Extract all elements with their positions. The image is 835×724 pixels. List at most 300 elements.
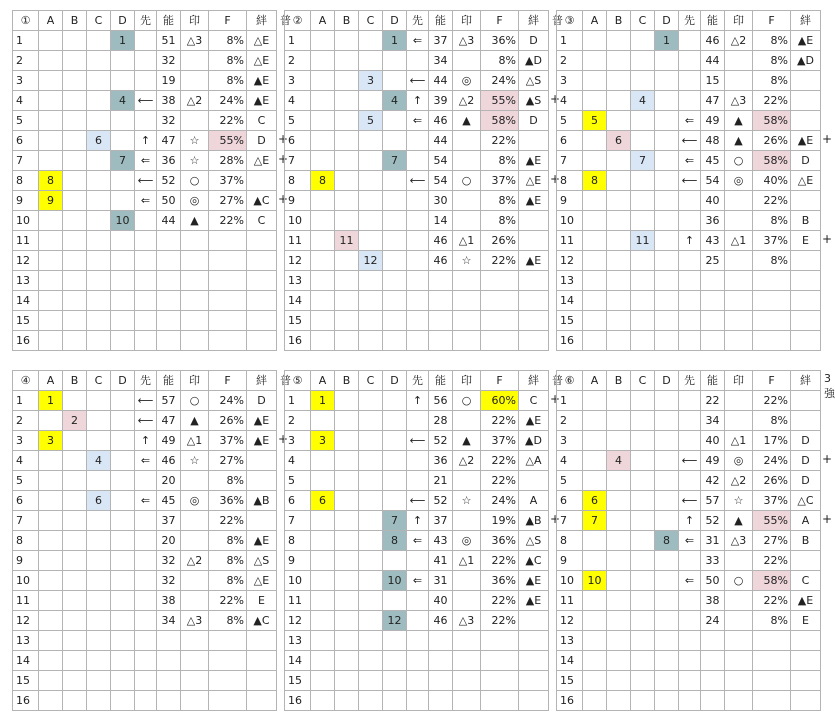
cell-b	[63, 151, 87, 171]
column-header: 印	[181, 11, 209, 31]
table-number-label: ⑤	[285, 371, 311, 391]
column-header: C	[359, 371, 383, 391]
f-percent-cell: 37%	[209, 431, 247, 451]
cell-d	[383, 471, 407, 491]
cell-c	[631, 411, 655, 431]
cell-b	[607, 271, 631, 291]
row-number: 8	[13, 171, 39, 191]
row-number: 6	[285, 131, 311, 151]
row-number: 1	[13, 31, 39, 51]
cell-d	[655, 171, 679, 191]
cell-d: 1	[655, 31, 679, 51]
cell-b	[63, 191, 87, 211]
f-percent-cell: 24%	[209, 91, 247, 111]
column-header: 絆	[519, 11, 549, 31]
table-row	[557, 631, 821, 651]
mark-cell: ▲	[725, 131, 753, 151]
cell-a: 3	[311, 431, 335, 451]
mark-cell	[725, 591, 753, 611]
table-row	[13, 471, 277, 491]
ability-cell	[157, 291, 181, 311]
f-percent-cell	[753, 651, 791, 671]
cell-b	[607, 291, 631, 311]
f-percent-cell: 22%	[753, 91, 791, 111]
table-row	[557, 691, 821, 711]
cell-c	[631, 31, 655, 51]
column-header: 絆	[791, 11, 821, 31]
cell-d	[655, 331, 679, 351]
ability-cell	[429, 631, 453, 651]
mark-cell: △1	[181, 431, 209, 451]
cell-b	[335, 591, 359, 611]
arrow-cell: ⟵	[135, 91, 157, 111]
cell-a	[39, 451, 63, 471]
cell-c	[359, 651, 383, 671]
row-number: 7	[285, 511, 311, 531]
bond-cell: △E	[247, 571, 277, 591]
cell-d	[111, 691, 135, 711]
f-percent-cell	[481, 691, 519, 711]
cell-c	[359, 431, 383, 451]
bond-cell: ▲E	[791, 31, 821, 51]
cell-a	[311, 231, 335, 251]
mark-cell: ▲	[181, 211, 209, 231]
cell-a	[311, 691, 335, 711]
column-header: A	[39, 371, 63, 391]
column-header: 能	[701, 371, 725, 391]
cell-c	[87, 91, 111, 111]
cell-d	[655, 251, 679, 271]
row-number: 14	[285, 291, 311, 311]
cell-b	[607, 531, 631, 551]
side-label: 普	[280, 14, 291, 27]
cell-a: 10	[583, 571, 607, 591]
mark-cell: △2	[181, 91, 209, 111]
f-percent-cell: 8%	[753, 411, 791, 431]
f-percent-cell	[481, 291, 519, 311]
row-number: 15	[285, 671, 311, 691]
f-percent-cell: 40%	[753, 171, 791, 191]
f-percent-cell	[481, 631, 519, 651]
bond-cell	[519, 331, 549, 351]
row-number: 1	[285, 31, 311, 51]
cell-a	[39, 291, 63, 311]
mark-cell	[725, 331, 753, 351]
table-row	[13, 391, 277, 411]
mark-cell	[725, 291, 753, 311]
cell-d	[111, 251, 135, 271]
table-row	[285, 391, 549, 411]
arrow-cell: ⟵	[135, 411, 157, 431]
column-header: F	[753, 371, 791, 391]
bond-cell: C	[247, 211, 277, 231]
cell-b	[63, 591, 87, 611]
mark-cell	[453, 51, 481, 71]
mark-cell: ○	[453, 391, 481, 411]
column-header: D	[655, 371, 679, 391]
cell-a	[311, 271, 335, 291]
mark-cell	[181, 651, 209, 671]
mark-cell: ◎	[725, 171, 753, 191]
cell-b	[335, 311, 359, 331]
table-row	[285, 571, 549, 591]
f-percent-cell: 22%	[209, 211, 247, 231]
ability-cell	[157, 691, 181, 711]
cell-b	[335, 151, 359, 171]
cell-b	[335, 631, 359, 651]
f-percent-cell: 58%	[481, 111, 519, 131]
cell-c: 4	[631, 91, 655, 111]
cell-b	[63, 231, 87, 251]
table-row	[557, 471, 821, 491]
cell-c	[87, 691, 111, 711]
table-row	[557, 91, 821, 111]
arrow-cell	[679, 271, 701, 291]
ability-cell: 46	[429, 111, 453, 131]
race-table-4	[12, 370, 277, 711]
bond-cell	[519, 611, 549, 631]
plus-mark: +	[278, 152, 289, 166]
cell-a	[39, 91, 63, 111]
column-header: 先	[407, 11, 429, 31]
arrow-cell	[407, 651, 429, 671]
column-header: C	[87, 11, 111, 31]
mark-cell	[181, 691, 209, 711]
row-number: 12	[285, 611, 311, 631]
cell-d	[655, 651, 679, 671]
cell-a	[583, 611, 607, 631]
ability-cell: 44	[429, 71, 453, 91]
f-percent-cell: 36%	[209, 491, 247, 511]
column-header: B	[63, 371, 87, 391]
bond-cell	[247, 651, 277, 671]
cell-a	[39, 651, 63, 671]
cell-a: 5	[583, 111, 607, 131]
cell-a	[583, 311, 607, 331]
cell-b	[607, 111, 631, 131]
arrow-cell: ⇐	[407, 31, 429, 51]
table-row	[285, 51, 549, 71]
cell-b	[63, 471, 87, 491]
table-row	[285, 671, 549, 691]
cell-a	[311, 571, 335, 591]
bond-cell: △S	[519, 71, 549, 91]
arrow-cell	[407, 231, 429, 251]
row-number: 14	[13, 651, 39, 671]
arrow-cell	[135, 331, 157, 351]
cell-a	[39, 131, 63, 151]
mark-cell	[725, 391, 753, 411]
arrow-cell	[407, 211, 429, 231]
table-row	[13, 271, 277, 291]
table-row	[13, 551, 277, 571]
cell-a	[583, 331, 607, 351]
f-percent-cell: 22%	[481, 251, 519, 271]
cell-d	[655, 271, 679, 291]
cell-c	[631, 491, 655, 511]
row-number: 14	[13, 291, 39, 311]
cell-a	[583, 151, 607, 171]
cell-d	[655, 431, 679, 451]
cell-d	[111, 191, 135, 211]
f-percent-cell	[209, 631, 247, 651]
cell-d	[111, 271, 135, 291]
mark-cell	[181, 51, 209, 71]
f-percent-cell: 8%	[753, 251, 791, 271]
cell-b	[335, 171, 359, 191]
arrow-cell	[135, 111, 157, 131]
arrow-cell	[407, 271, 429, 291]
bond-cell: ▲E	[791, 131, 821, 151]
arrow-cell	[679, 191, 701, 211]
cell-a	[583, 631, 607, 651]
table-row	[557, 491, 821, 511]
bond-cell: ▲E	[519, 151, 549, 171]
cell-d	[111, 431, 135, 451]
arrow-cell	[679, 471, 701, 491]
cell-c	[87, 231, 111, 251]
ability-cell	[429, 331, 453, 351]
cell-d	[383, 651, 407, 671]
cell-a	[583, 431, 607, 451]
mark-cell	[725, 631, 753, 651]
cell-a	[583, 471, 607, 491]
cell-c	[359, 271, 383, 291]
mark-cell	[181, 511, 209, 531]
cell-b	[607, 311, 631, 331]
race-table-2	[284, 10, 549, 351]
ability-cell: 52	[157, 171, 181, 191]
table-row	[13, 691, 277, 711]
f-percent-cell: 26%	[209, 411, 247, 431]
cell-a	[39, 331, 63, 351]
row-number: 7	[285, 151, 311, 171]
arrow-cell	[679, 331, 701, 351]
cell-d	[655, 291, 679, 311]
f-percent-cell: 22%	[481, 611, 519, 631]
row-number: 4	[557, 91, 583, 111]
column-header: B	[607, 11, 631, 31]
mark-cell: △3	[181, 31, 209, 51]
cell-a	[311, 511, 335, 531]
column-header: A	[311, 11, 335, 31]
cell-a	[39, 31, 63, 51]
bond-cell: A	[519, 491, 549, 511]
f-percent-cell: 8%	[753, 51, 791, 71]
cell-b	[335, 51, 359, 71]
f-percent-cell: 24%	[753, 451, 791, 471]
plus-mark: +	[822, 512, 833, 526]
mark-cell: △3	[725, 531, 753, 551]
cell-b	[335, 611, 359, 631]
table-row	[13, 131, 277, 151]
cell-d	[655, 571, 679, 591]
mark-cell	[181, 71, 209, 91]
cell-b	[607, 551, 631, 571]
cell-c	[631, 291, 655, 311]
bond-cell	[247, 671, 277, 691]
table-row	[285, 491, 549, 511]
bond-cell	[791, 411, 821, 431]
row-number: 6	[557, 491, 583, 511]
table-row	[557, 211, 821, 231]
bond-cell	[519, 271, 549, 291]
mark-cell: △3	[453, 611, 481, 631]
ability-cell	[157, 651, 181, 671]
f-percent-cell	[481, 311, 519, 331]
arrow-cell: ⇐	[679, 531, 701, 551]
mark-cell: ☆	[181, 131, 209, 151]
table-row	[285, 651, 549, 671]
cell-a	[311, 591, 335, 611]
cell-c	[87, 111, 111, 131]
row-number: 10	[285, 571, 311, 591]
cell-a	[39, 51, 63, 71]
cell-a	[39, 151, 63, 171]
mark-cell	[725, 211, 753, 231]
f-percent-cell: 26%	[753, 131, 791, 151]
f-percent-cell: 27%	[209, 191, 247, 211]
row-number: 5	[557, 111, 583, 131]
table-row	[285, 271, 549, 291]
mark-cell	[725, 671, 753, 691]
ability-cell: 49	[701, 451, 725, 471]
cell-d	[383, 631, 407, 651]
bond-cell: D	[519, 111, 549, 131]
row-number: 13	[285, 631, 311, 651]
table-row	[557, 391, 821, 411]
mark-cell: △1	[725, 231, 753, 251]
cell-c	[87, 251, 111, 271]
cell-d	[655, 151, 679, 171]
cell-a	[39, 211, 63, 231]
table-row	[285, 211, 549, 231]
arrow-cell	[679, 51, 701, 71]
ability-cell: 44	[157, 211, 181, 231]
row-number: 13	[13, 271, 39, 291]
mark-cell: ○	[725, 571, 753, 591]
mark-cell	[181, 671, 209, 691]
column-header: D	[383, 371, 407, 391]
row-number: 3	[557, 431, 583, 451]
arrow-cell: ⇐	[135, 151, 157, 171]
arrow-cell	[407, 331, 429, 351]
cell-a: 7	[583, 511, 607, 531]
row-number: 1	[285, 391, 311, 411]
column-header: F	[209, 371, 247, 391]
cell-d	[111, 611, 135, 631]
table-row	[557, 151, 821, 171]
bond-cell: ▲D	[791, 51, 821, 71]
mark-cell: ○	[181, 171, 209, 191]
cell-a	[311, 311, 335, 331]
arrow-cell: ↑	[135, 431, 157, 451]
plus-mark: +	[278, 432, 289, 446]
arrow-cell	[679, 71, 701, 91]
ability-cell	[157, 631, 181, 651]
cell-a	[583, 291, 607, 311]
cell-b	[63, 491, 87, 511]
cell-b	[607, 691, 631, 711]
race-table-5	[284, 370, 549, 711]
row-number: 15	[13, 311, 39, 331]
cell-d: 7	[111, 151, 135, 171]
f-percent-cell: 55%	[209, 131, 247, 151]
row-number: 3	[13, 71, 39, 91]
cell-a	[311, 671, 335, 691]
cell-d	[655, 211, 679, 231]
ability-cell: 44	[701, 51, 725, 71]
cell-c	[87, 31, 111, 51]
table-row	[13, 311, 277, 331]
row-number: 5	[285, 111, 311, 131]
ability-cell: 52	[429, 491, 453, 511]
bond-cell	[519, 231, 549, 251]
cell-d	[111, 451, 135, 471]
column-header: 先	[407, 371, 429, 391]
cell-a	[311, 31, 335, 51]
cell-c	[87, 411, 111, 431]
table-row	[285, 511, 549, 531]
row-number: 9	[13, 551, 39, 571]
bond-cell	[791, 291, 821, 311]
cell-d	[111, 51, 135, 71]
column-header: B	[607, 371, 631, 391]
cell-b	[335, 111, 359, 131]
table-row	[285, 191, 549, 211]
cell-a	[311, 251, 335, 271]
arrow-cell	[679, 551, 701, 571]
cell-b	[607, 171, 631, 191]
mark-cell	[453, 691, 481, 711]
plus-mark: +	[550, 172, 561, 186]
f-percent-cell	[481, 671, 519, 691]
mark-cell	[453, 211, 481, 231]
ability-cell: 22	[701, 391, 725, 411]
table-row	[13, 671, 277, 691]
cell-a	[39, 531, 63, 551]
cell-d	[111, 391, 135, 411]
mark-cell	[725, 411, 753, 431]
arrow-cell: ↑	[135, 131, 157, 151]
cell-d	[655, 131, 679, 151]
arrow-cell: ⟵	[679, 451, 701, 471]
cell-d	[655, 691, 679, 711]
mark-cell: △2	[725, 471, 753, 491]
ability-cell: 43	[429, 531, 453, 551]
f-percent-cell: 8%	[209, 571, 247, 591]
cell-d	[655, 91, 679, 111]
table-row	[285, 631, 549, 651]
ability-cell	[429, 271, 453, 291]
cell-a	[583, 531, 607, 551]
cell-b	[607, 391, 631, 411]
ability-cell: 49	[701, 111, 725, 131]
cell-c	[87, 611, 111, 631]
arrow-cell	[135, 531, 157, 551]
cell-b	[63, 611, 87, 631]
arrow-cell	[135, 551, 157, 571]
f-percent-cell	[753, 331, 791, 351]
cell-a	[39, 111, 63, 131]
bond-cell	[519, 471, 549, 491]
row-number: 3	[13, 431, 39, 451]
cell-b	[607, 431, 631, 451]
arrow-cell	[679, 391, 701, 411]
column-header: A	[583, 371, 607, 391]
column-header: 絆	[247, 11, 277, 31]
cell-a	[39, 491, 63, 511]
